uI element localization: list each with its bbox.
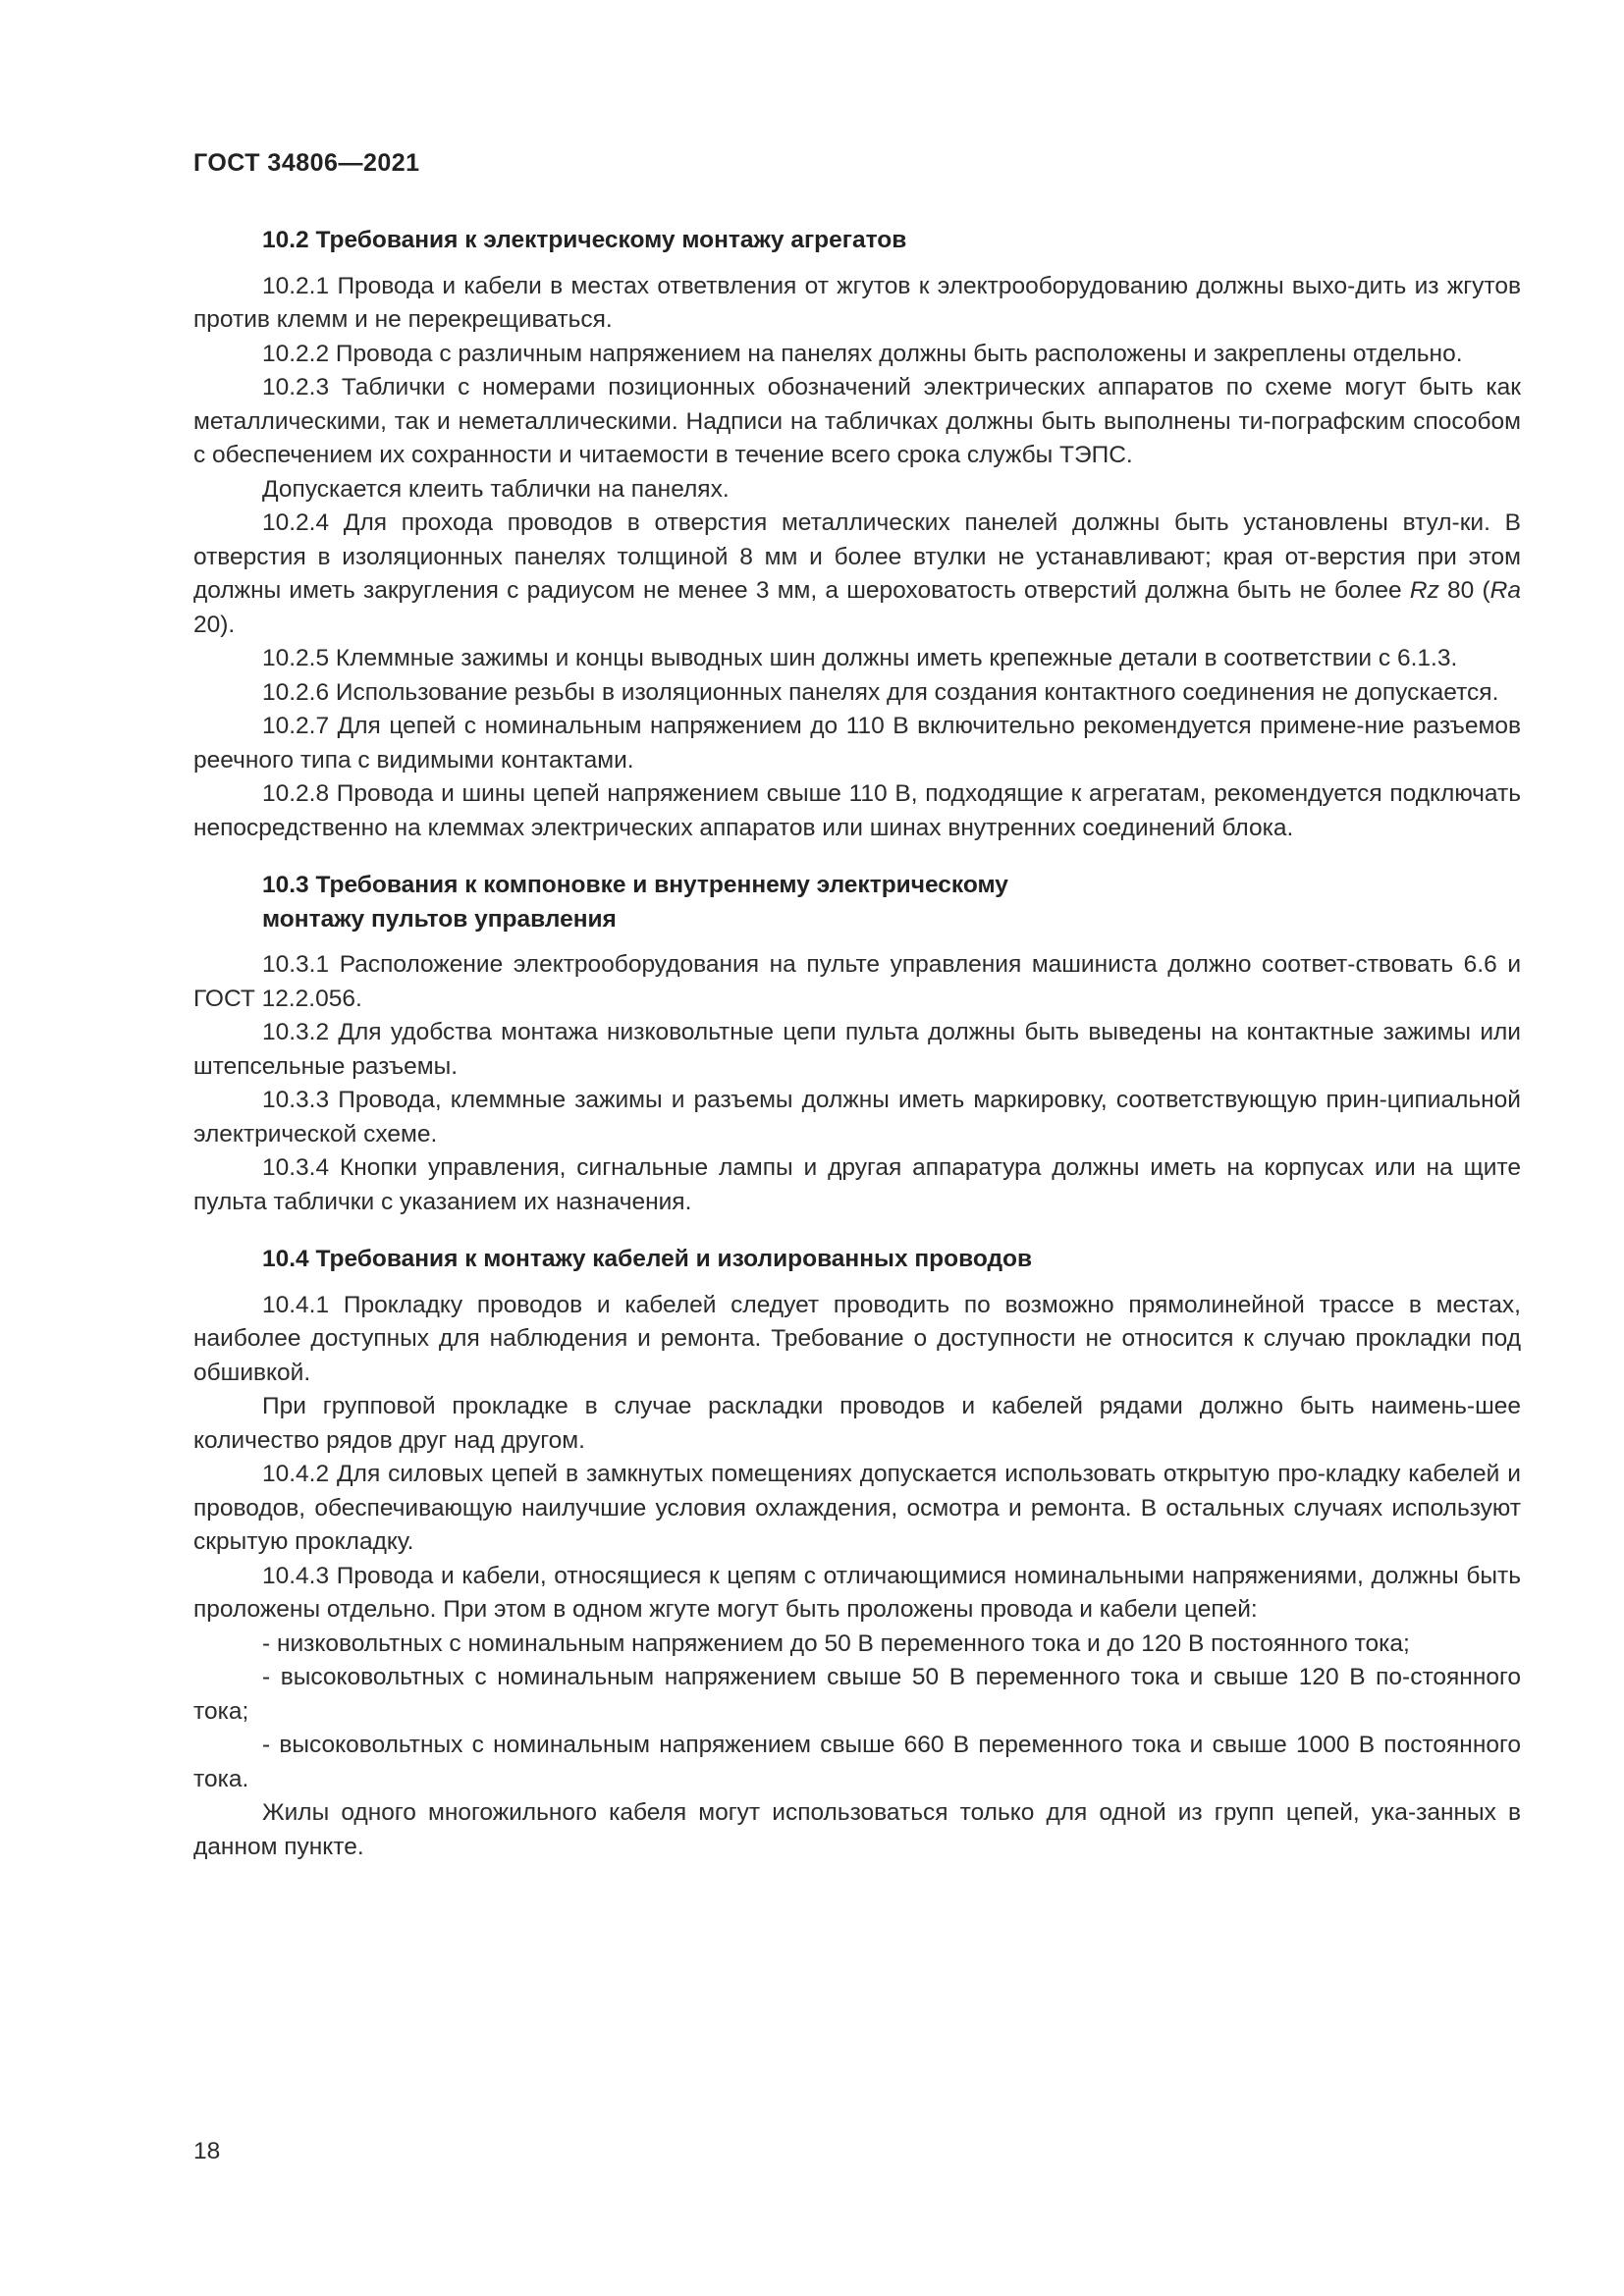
paragraph-10-4-3: 10.4.3 Провода и кабели, относящиеся к цепям с отличающимися номинальными напряжениями, должны быть проложены отдельно. При этом в одном жгуте могут быть проложены провода и кабели цепей: <box>193 1562 1521 1623</box>
paragraph-10-2-3-note: Допускается клеить таблички на панелях. <box>262 475 730 503</box>
roughness-rz-symbol: Rz <box>1409 577 1439 604</box>
paragraph-10-3-4: 10.3.4 Кнопки управления, сигнальные лампы и другая аппаратура должны иметь на корпусах или на щите пульта таблички с указанием их назначения. <box>193 1154 1521 1215</box>
paragraph-10-2-5: 10.2.5 Клеммные зажимы и концы выводных шин должны иметь крепежные детали в соответствии с 6.1.3. <box>262 645 1458 671</box>
paragraph-10-2-4-text: 10.2.4 Для прохода проводов в отверстия металлических панелей должны быть установлены втул-ки. В отверстия в изоляционных панелях толщиной 8 мм и более втулки не устанавливают; края от-верстия при этом должны иметь закругления с радиусом не менее 3 мм, а шероховатость отверстий должна быть не более <box>193 509 1521 604</box>
paragraph-10-3-1: 10.3.1 Расположение электрооборудования на пульте управления машиниста должно соответ-ствовать 6.6 и ГОСТ 12.2.056. <box>193 951 1521 1012</box>
paragraph-10-2-2: 10.2.2 Провода с различным напряжением на панелях должны быть расположены и закреплены отдельно. <box>262 340 1463 367</box>
paragraph-10-3-2: 10.3.2 Для удобства монтажа низковольтные цепи пульта должны быть выведены на контактные зажимы или штепсельные разъемы. <box>193 1019 1521 1080</box>
roughness-ra-symbol: Ra <box>1489 577 1521 604</box>
document-code-header: ГОСТ 34806—2021 <box>193 149 420 177</box>
paragraph-10-2-4 <box>193 507 1521 642</box>
paragraph-10-4-1: 10.4.1 Прокладку проводов и кабелей следует проводить по возможно прямолинейной трассе в местах, наиболее доступных для наблюдения и ремонта. Требование о доступности не относится к случаю прокладки под обшивкой. <box>193 1291 1521 1386</box>
list-item-high-voltage-50: - высоковольтных с номинальным напряжением свыше 50 В переменного тока и свыше 120 В по-стоянного тока; <box>193 1664 1521 1725</box>
section-heading-10-4: 10.4 Требования к монтажу кабелей и изолированных проводов <box>262 1246 1033 1272</box>
paragraph-10-2-3: 10.2.3 Таблички с номерами позиционных обозначений электрических аппаратов по схеме могут быть как металлическими, так и неметаллическими. Надписи на табличках должны быть выполнены ти-пографским способом с обеспечением их сохранности и читаемости в течение всего срока службы ТЭПС. <box>193 374 1521 468</box>
paragraph-10-2-8: 10.2.8 Провода и шины цепей напряжением свыше 110 В, подходящие к агрегатам, рекомендуется подключать непосредственно на клеммах электрических аппаратов или шинах внутренних соединений блока. <box>193 780 1521 841</box>
list-item-high-voltage-660: - высоковольтных с номинальным напряжением свыше 660 В переменного тока и свыше 1000 В постоянного тока. <box>193 1732 1521 1792</box>
paragraph-10-3-3: 10.3.3 Провода, клеммные зажимы и разъемы должны иметь маркировку, соответствующую прин-ципиальной электрической схеме. <box>193 1087 1521 1148</box>
paragraph-10-2-6: 10.2.6 Использование резьбы в изоляционных панелях для создания контактного соединения не допускается. <box>262 678 1499 706</box>
roughness-ra-value: 20). <box>193 611 236 638</box>
paragraph-10-2-1: 10.2.1 Провода и кабели в местах ответвления от жгутов к электрооборудованию должны выхо-дить из жгутов против клемм и не перекрещиваться. <box>193 272 1521 333</box>
paragraph-10-4-3-cores: Жилы одного многожильного кабеля могут использоваться только для одной из групп цепей, ука-занных в данном пункте. <box>193 1799 1521 1860</box>
section-heading-10-2: 10.2 Требования к электрическому монтажу агрегатов <box>262 227 907 253</box>
section-heading-10-3: 10.3 Требования к компоновке и внутреннему электрическому монтажу пультов управления <box>262 872 1008 933</box>
paragraph-10-4-2: 10.4.2 Для силовых цепей в замкнутых помещениях допускается использовать открытую про-кладку кабелей и проводов, обеспечивающую наилучшие условия охлаждения, осмотра и ремонта. В остальных случаях используют скрытую прокладку. <box>193 1461 1521 1555</box>
page-number: 18 <box>193 2138 221 2164</box>
list-item-low-voltage: - низковольтных с номинальным напряжением до 50 В переменного тока и до 120 В постоянного тока; <box>262 1629 1410 1657</box>
paragraph-10-4-1-group: При групповой прокладке в случае раскладки проводов и кабелей рядами должно быть наимень-шее количество рядов друг над другом. <box>193 1393 1521 1454</box>
document-body <box>193 224 1521 1864</box>
paragraph-10-2-7: 10.2.7 Для цепей с номинальным напряжением до 110 В включительно рекомендуется примене-ние разъемов реечного типа с видимыми контактами. <box>193 713 1521 774</box>
roughness-rz-value: 80 ( <box>1438 577 1490 604</box>
